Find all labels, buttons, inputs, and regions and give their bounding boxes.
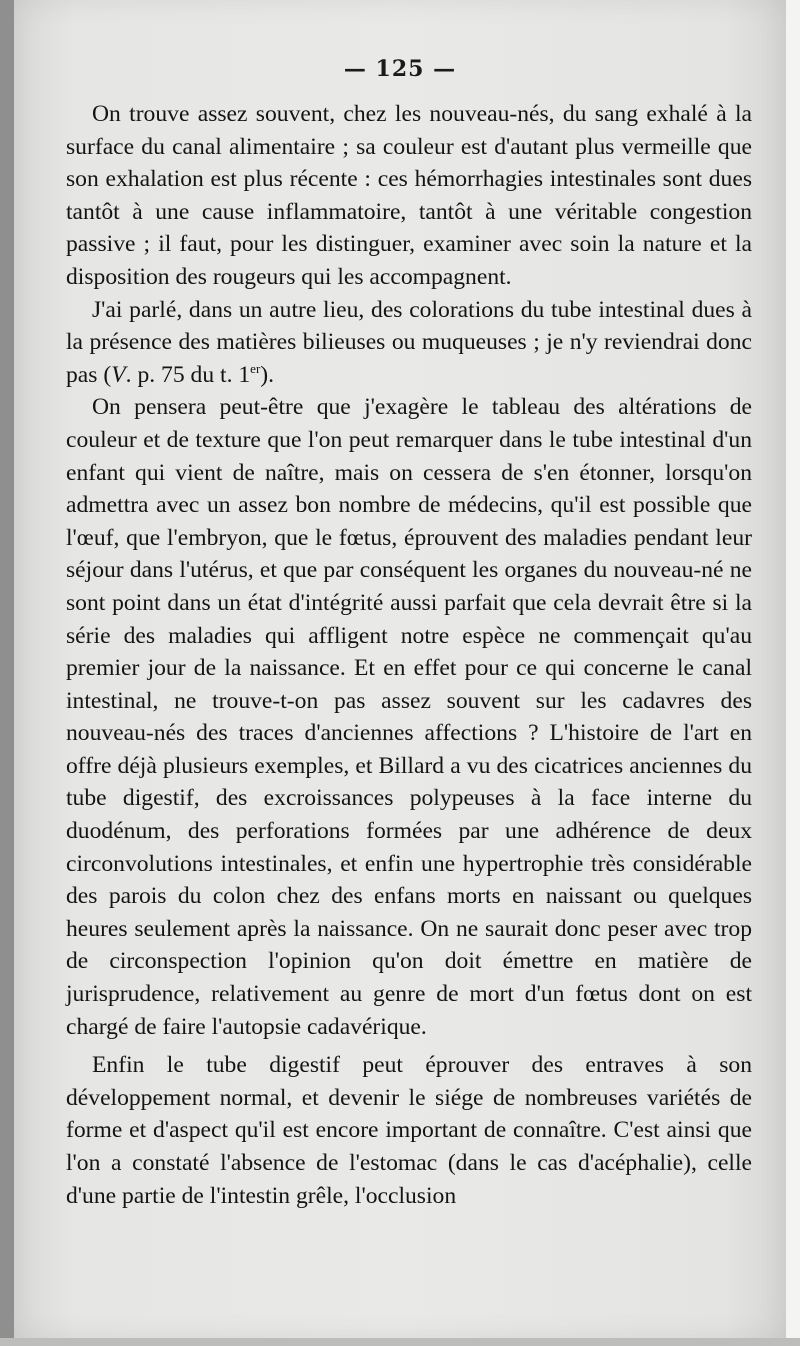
paragraph-4: Enfin le tube digestif peut éprouver des entraves à son développement normal, et devenir le siége de nombreuses variétés de forme et d'aspect qu'il est encore important de connaître. C'est ainsi que l'on a constaté l'absence de l'estomac (dans le cas d'acéphalie), celle d'une partie de l'intestin grêle, l'occlusion <box>66 1052 752 1209</box>
volume-reference: V <box>111 361 126 388</box>
paragraph-2 <box>66 294 752 392</box>
page-number: — 125 — <box>343 56 457 82</box>
paragraph-2-text: J'ai parlé, dans un autre lieu, des colorations du tube intestinal dues à la présence des matières bilieuses ou muqueuses ; je n'y reviendrai donc pas ( <box>66 296 752 388</box>
paragraph-3: On pensera peut-être que j'exagère le tableau des altérations de couleur et de texture que l'on peut remarquer dans le tube intestinal d'un enfant qui vient de naître, mais on cessera de s'en étonner, lorsqu'on admettra avec un assez bon nombre de médecins, qu'il est possible que l'œuf, que l'embryon, que le fœtus, éprouvent des maladies pendant leur séjour dans l'utérus, et que par conséquent les organes du nouveau-né ne sont point dans un état d'intégrité aussi parfait que cela devrait être si la série des maladies qui affligent notre espèce ne commençait qu'au premier jour de la naissance. Et en effet pour ce qui concerne le canal intestinal, ne trouve-t-on pas assez souvent sur les cadavres des nouveau-nés des traces d'anciennes affections ? L'histoire de l'art en offre déjà plusieurs exemples, et Billard a vu des cicatrices anciennes du tube digestif, des excroissances polypeuses à la face interne du duodénum, des perforations formées par une adhérence de deux circonvolutions intestinales, et enfin une hypertrophie très considérable des parois du colon chez des enfans morts en naissant ou quelques heures seulement après la naissance. On ne saurait donc peser avec trop de circonspection l'opinion qu'on doit émettre en matière de jurisprudence, relativement au genre de mort d'un fœtus dont on est chargé de faire l'autopsie cadavérique. <box>66 394 752 1040</box>
paragraph-2-end: ). <box>260 361 275 388</box>
body-text <box>66 98 752 1212</box>
page-bottom-edge <box>0 1338 800 1346</box>
paragraph-1: On trouve assez souvent, chez les nouveau-nés, du sang exhalé à la surface du canal alimentaire ; sa couleur est d'autant plus vermeille que son exhalation est plus récente : ces hémorrhagies intestinales sont dues tantôt à une cause inflammatoire, tantôt à une véritable congestion passive ; il faut, pour les distinguer, examiner avec soin la nature et la disposition des rougeurs qui les accompagnent. <box>66 101 752 290</box>
paragraph-2-reference: . p. 75 du t. 1 <box>125 361 251 388</box>
page-edge <box>786 0 800 1346</box>
superscript-er: er <box>250 360 261 376</box>
